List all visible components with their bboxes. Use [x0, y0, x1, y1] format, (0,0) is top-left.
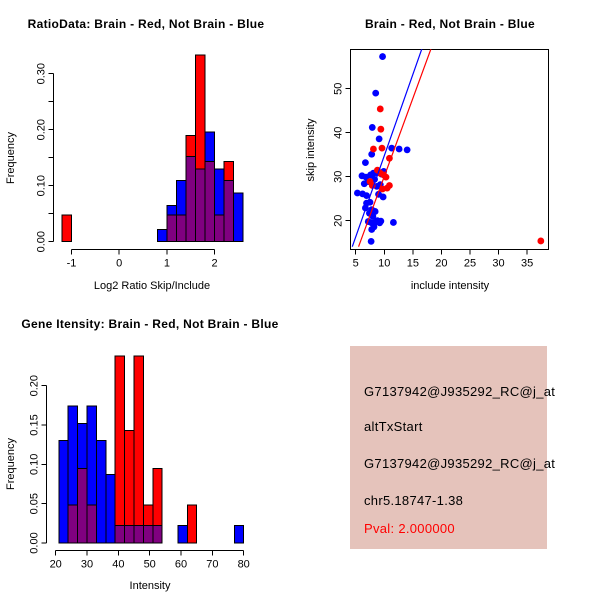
tick-label: 0.00: [28, 532, 41, 554]
tick-label: 0.15: [28, 414, 41, 436]
tick-label: 80: [237, 558, 250, 571]
histogram-bar-overlap: [143, 526, 152, 543]
scatter-point-brain: [379, 145, 386, 152]
histogram-bar-overlap: [186, 157, 196, 242]
tick-label: 5: [352, 257, 359, 270]
tick-label: 70: [206, 558, 219, 571]
histogram-bar-overlap: [115, 526, 124, 543]
chart-title: Brain - Red, Not Brain - Blue: [364, 17, 536, 31]
x-axis-label: Intensity: [129, 580, 171, 592]
y-axis-label: skip intensity: [305, 118, 317, 182]
tick-label: 30: [332, 170, 345, 183]
tick-label: 0: [116, 257, 123, 270]
chart-title: Gene Itensity: Brain - Red, Not Brain - Blue: [21, 317, 279, 331]
histogram-bar-overlap: [215, 215, 225, 242]
scatter-point-not-brain: [372, 90, 379, 97]
y-axis-label: Frequency: [5, 132, 17, 184]
tick-label: 50: [143, 558, 156, 571]
scatter-point-not-brain: [376, 135, 383, 142]
panel-intensity-scatter: [300, 0, 600, 300]
histogram-bar-overlap: [167, 215, 177, 242]
histogram-bar-brain: [187, 505, 196, 543]
histogram-bar-overlap: [125, 526, 134, 543]
tick-label: 0.20: [35, 118, 48, 141]
tick-label: 40: [332, 126, 345, 139]
event-type-line: altTxStart: [364, 419, 423, 434]
histogram-bar-brain: [62, 215, 72, 242]
histogram-bar-overlap: [153, 526, 162, 543]
scatter-point-not-brain: [368, 238, 375, 245]
tick-label: 0.10: [35, 174, 48, 197]
tick-label: 2: [211, 257, 218, 270]
scatter-point-not-brain: [377, 218, 384, 225]
scatter-point-not-brain: [379, 53, 386, 60]
histogram-bar-brain: [134, 356, 143, 543]
scatter-point-not-brain: [404, 146, 411, 153]
histogram-bar-not-brain: [234, 526, 243, 543]
x-axis-label: Log2 Ratio Skip/Include: [93, 280, 211, 292]
panel-gene-intensity-histogram: [0, 300, 300, 600]
tick-label: 30: [492, 257, 505, 270]
panel-ratio-histogram: [0, 0, 300, 300]
histogram-bar-overlap: [87, 505, 96, 543]
scatter-point-not-brain: [369, 124, 376, 131]
histogram-bar-overlap: [68, 505, 77, 543]
histogram-bar-overlap: [176, 215, 186, 242]
scatter-point-not-brain: [362, 159, 369, 166]
tick-label: -1: [66, 257, 77, 270]
scatter-point-not-brain: [390, 219, 397, 226]
tick-label: 0.05: [28, 492, 41, 515]
scatter-point-brain: [377, 106, 384, 113]
x-axis-label: include intensity: [410, 280, 490, 292]
tick-label: 60: [174, 558, 188, 571]
regression-line-brain-fit: [359, 47, 432, 247]
histogram-bar-not-brain: [106, 475, 115, 543]
y-axis-label: Frequency: [5, 438, 17, 490]
histogram-bar-not-brain: [59, 441, 68, 543]
plot-area: [29, 356, 250, 571]
tick-label: 15: [406, 257, 419, 270]
scatter-point-brain: [537, 238, 544, 245]
histogram-bar-overlap: [205, 162, 215, 242]
chart-title: RatioData: Brain - Red, Not Brain - Blue: [27, 17, 265, 31]
tick-label: 1: [163, 257, 170, 270]
gene-info-box: [350, 346, 556, 549]
scatter-point-not-brain: [368, 226, 375, 233]
tick-label: 20: [332, 214, 345, 227]
regression-line-not-brain-fit: [352, 47, 422, 247]
scatter-point-brain: [370, 146, 377, 153]
tick-label: 25: [463, 257, 477, 270]
tick-label: 40: [112, 558, 125, 571]
scatter-point-not-brain: [396, 146, 403, 153]
tick-label: 30: [80, 558, 94, 571]
plot-area: [333, 47, 549, 269]
pval-line: Pval: 2.000000: [364, 521, 455, 536]
histogram-bar-overlap: [224, 181, 234, 242]
histogram-bar-overlap: [78, 468, 87, 543]
gene-id-line: G7137942@J935292_RC@j_at: [364, 456, 556, 471]
ratio-histogram-svg: [0, 0, 300, 300]
tick-label: 20: [435, 257, 448, 270]
plot-area: [35, 55, 243, 269]
scatter-point-not-brain: [380, 194, 387, 201]
gene-histogram-svg: [0, 300, 300, 600]
locus-line: chr5.18747-1.38: [364, 493, 464, 508]
histogram-bar-not-brain: [157, 229, 167, 241]
histogram-bar-not-brain: [234, 193, 244, 242]
tick-label: 0.00: [35, 230, 48, 253]
histogram-bar-not-brain: [96, 441, 105, 543]
tick-label: 0.30: [35, 62, 48, 85]
scatter-svg: [300, 0, 600, 300]
histogram-bar-overlap: [196, 169, 206, 242]
scatter-point-brain: [377, 126, 384, 133]
probe-id-line: G7137942@J935292_RC@j_at: [364, 384, 556, 399]
tick-label: 10: [378, 257, 391, 270]
histogram-bar-not-brain: [178, 526, 187, 543]
scatter-point-brain: [384, 185, 391, 192]
tick-label: 0.20: [28, 374, 41, 397]
panel-gene-info: [300, 300, 600, 600]
tick-label: 35: [520, 257, 534, 270]
tick-label: 50: [332, 82, 345, 95]
histogram-bar-overlap: [134, 526, 143, 543]
tick-label: 0.10: [28, 453, 41, 476]
tick-label: 20: [49, 558, 62, 571]
histogram-bar-brain: [115, 356, 124, 543]
